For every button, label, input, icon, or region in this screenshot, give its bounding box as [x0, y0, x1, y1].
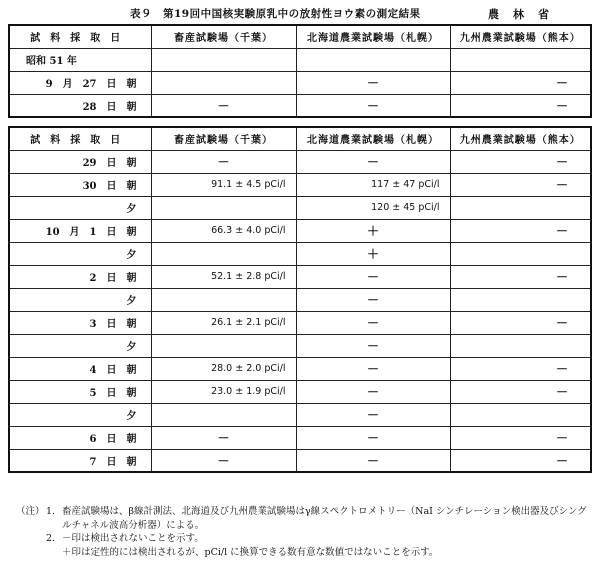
cell-hokkaido: [296, 48, 450, 71]
cell-chiba: 23.0 ± 1.9 pCi/l: [151, 380, 296, 403]
cell-date: 昭和 51 年: [9, 48, 151, 71]
cell-kyushu: －: [450, 71, 591, 94]
cell-kyushu: [450, 48, 591, 71]
cell-kyushu: [450, 403, 591, 426]
cell-hokkaido: 117 ± 47 pCi/l: [296, 173, 450, 196]
cell-kyushu: －: [450, 426, 591, 449]
header-date: 試料採取日: [9, 25, 151, 48]
note-text: －印は検出されないことを示す。: [62, 533, 204, 544]
results-table-1: [8, 24, 592, 118]
note-number: 2.: [46, 533, 56, 544]
cell-kyushu: －: [450, 94, 591, 117]
table-row: [9, 48, 591, 71]
table-row: [9, 357, 591, 380]
cell-hokkaido: －: [296, 403, 450, 426]
cell-date: 夕: [9, 288, 151, 311]
cell-date: 夕: [9, 196, 151, 219]
table-row: [9, 150, 591, 173]
note-number: [46, 546, 62, 560]
cell-hokkaido: －: [296, 265, 450, 288]
cell-chiba: －: [151, 426, 296, 449]
cell-hokkaido: －: [296, 94, 450, 117]
cell-date: 28 日 朝: [9, 94, 151, 117]
cell-date: 夕: [9, 403, 151, 426]
note-text: 畜産試験場は、β線計測法、北海道及び九州農業試験場はγ線スペクトロメトリー（NaI シンチレーション検出器及びシングルチャネル波高分析器）による。: [62, 506, 587, 531]
cell-chiba: 26.1 ± 2.1 pCi/l: [151, 311, 296, 334]
table-row: [9, 403, 591, 426]
cell-date: 10 月 1 日 朝: [9, 219, 151, 242]
cell-kyushu: [450, 196, 591, 219]
cell-hokkaido: 120 ± 45 pCi/l: [296, 196, 450, 219]
table-row: [9, 219, 591, 242]
cell-date: 30 日 朝: [9, 173, 151, 196]
table-header-row: [9, 127, 591, 150]
table-row: [9, 334, 591, 357]
table-row: [9, 288, 591, 311]
cell-kyushu: [450, 242, 591, 265]
notes-label: （注）: [16, 506, 45, 517]
cell-kyushu: －: [450, 150, 591, 173]
cell-chiba: [151, 334, 296, 357]
cell-date: 3 日 朝: [9, 311, 151, 334]
table-row: [9, 242, 591, 265]
table-row: [9, 449, 591, 472]
cell-kyushu: －: [450, 311, 591, 334]
footnotes: [16, 505, 592, 559]
cell-chiba: [151, 403, 296, 426]
header-date: 試料採取日: [9, 127, 151, 150]
agency-name: 農林省: [488, 8, 563, 21]
cell-hokkaido: －: [296, 288, 450, 311]
results-table-2: [8, 126, 592, 473]
cell-hokkaido: －: [296, 71, 450, 94]
cell-date: 5 日 朝: [9, 380, 151, 403]
cell-hokkaido: －: [296, 380, 450, 403]
cell-kyushu: －: [450, 380, 591, 403]
cell-chiba: [151, 288, 296, 311]
cell-hokkaido: －: [296, 150, 450, 173]
cell-chiba: [151, 196, 296, 219]
cell-date: 夕: [9, 242, 151, 265]
table-row: [9, 71, 591, 94]
header-hokkaido: 北海道農業試験場（札幌）: [296, 25, 450, 48]
cell-chiba: －: [151, 449, 296, 472]
table-row: [9, 265, 591, 288]
note-row-2: [16, 532, 592, 546]
cell-kyushu: －: [450, 173, 591, 196]
cell-kyushu: －: [450, 357, 591, 380]
cell-hokkaido: －: [296, 357, 450, 380]
cell-hokkaido: －: [296, 426, 450, 449]
cell-date: 6 日 朝: [9, 426, 151, 449]
header-chiba: 畜産試験場（千葉）: [151, 127, 296, 150]
cell-date: 4 日 朝: [9, 357, 151, 380]
cell-hokkaido: ＋: [296, 219, 450, 242]
cell-hokkaido: －: [296, 311, 450, 334]
table-row: [9, 173, 591, 196]
note-text: ＋印は定性的には検出されるが、pCi/l に換算できる数有意な数値ではないことを示す。: [62, 546, 439, 558]
cell-hokkaido: ＋: [296, 242, 450, 265]
note-row-3: [16, 546, 592, 560]
cell-hokkaido: －: [296, 449, 450, 472]
table-row: [9, 426, 591, 449]
cell-chiba: 28.0 ± 2.0 pCi/l: [151, 357, 296, 380]
cell-chiba: 52.1 ± 2.8 pCi/l: [151, 265, 296, 288]
cell-kyushu: －: [450, 219, 591, 242]
cell-kyushu: －: [450, 265, 591, 288]
cell-chiba: －: [151, 150, 296, 173]
note-row-1: [16, 505, 592, 532]
cell-chiba: 66.3 ± 4.0 pCi/l: [151, 219, 296, 242]
table-row: [9, 311, 591, 334]
table-row: [9, 94, 591, 117]
note-number: 1.: [46, 506, 56, 517]
cell-date: 夕: [9, 334, 151, 357]
cell-chiba: [151, 242, 296, 265]
cell-hokkaido: －: [296, 334, 450, 357]
cell-chiba: 91.1 ± 4.5 pCi/l: [151, 173, 296, 196]
cell-kyushu: －: [450, 449, 591, 472]
table-row: [9, 196, 591, 219]
cell-date: 9 月 27 日 朝: [9, 71, 151, 94]
cell-kyushu: [450, 288, 591, 311]
header-chiba: 畜産試験場（千葉）: [151, 25, 296, 48]
title-row: [0, 4, 600, 22]
cell-date: 2 日 朝: [9, 265, 151, 288]
header-hokkaido: 北海道農業試験場（札幌）: [296, 127, 450, 150]
table-row: [9, 380, 591, 403]
cell-chiba: －: [151, 94, 296, 117]
cell-date: 7 日 朝: [9, 449, 151, 472]
cell-chiba: [151, 71, 296, 94]
document-title: 表９ 第19回中国核実験原乳中の放射性ヨウ素の測定結果: [130, 8, 421, 20]
header-kyushu: 九州農業試験場（熊本）: [450, 25, 591, 48]
header-kyushu: 九州農業試験場（熊本）: [450, 127, 591, 150]
cell-chiba: [151, 48, 296, 71]
cell-kyushu: [450, 334, 591, 357]
table-header-row: [9, 25, 591, 48]
cell-date: 29 日 朝: [9, 150, 151, 173]
